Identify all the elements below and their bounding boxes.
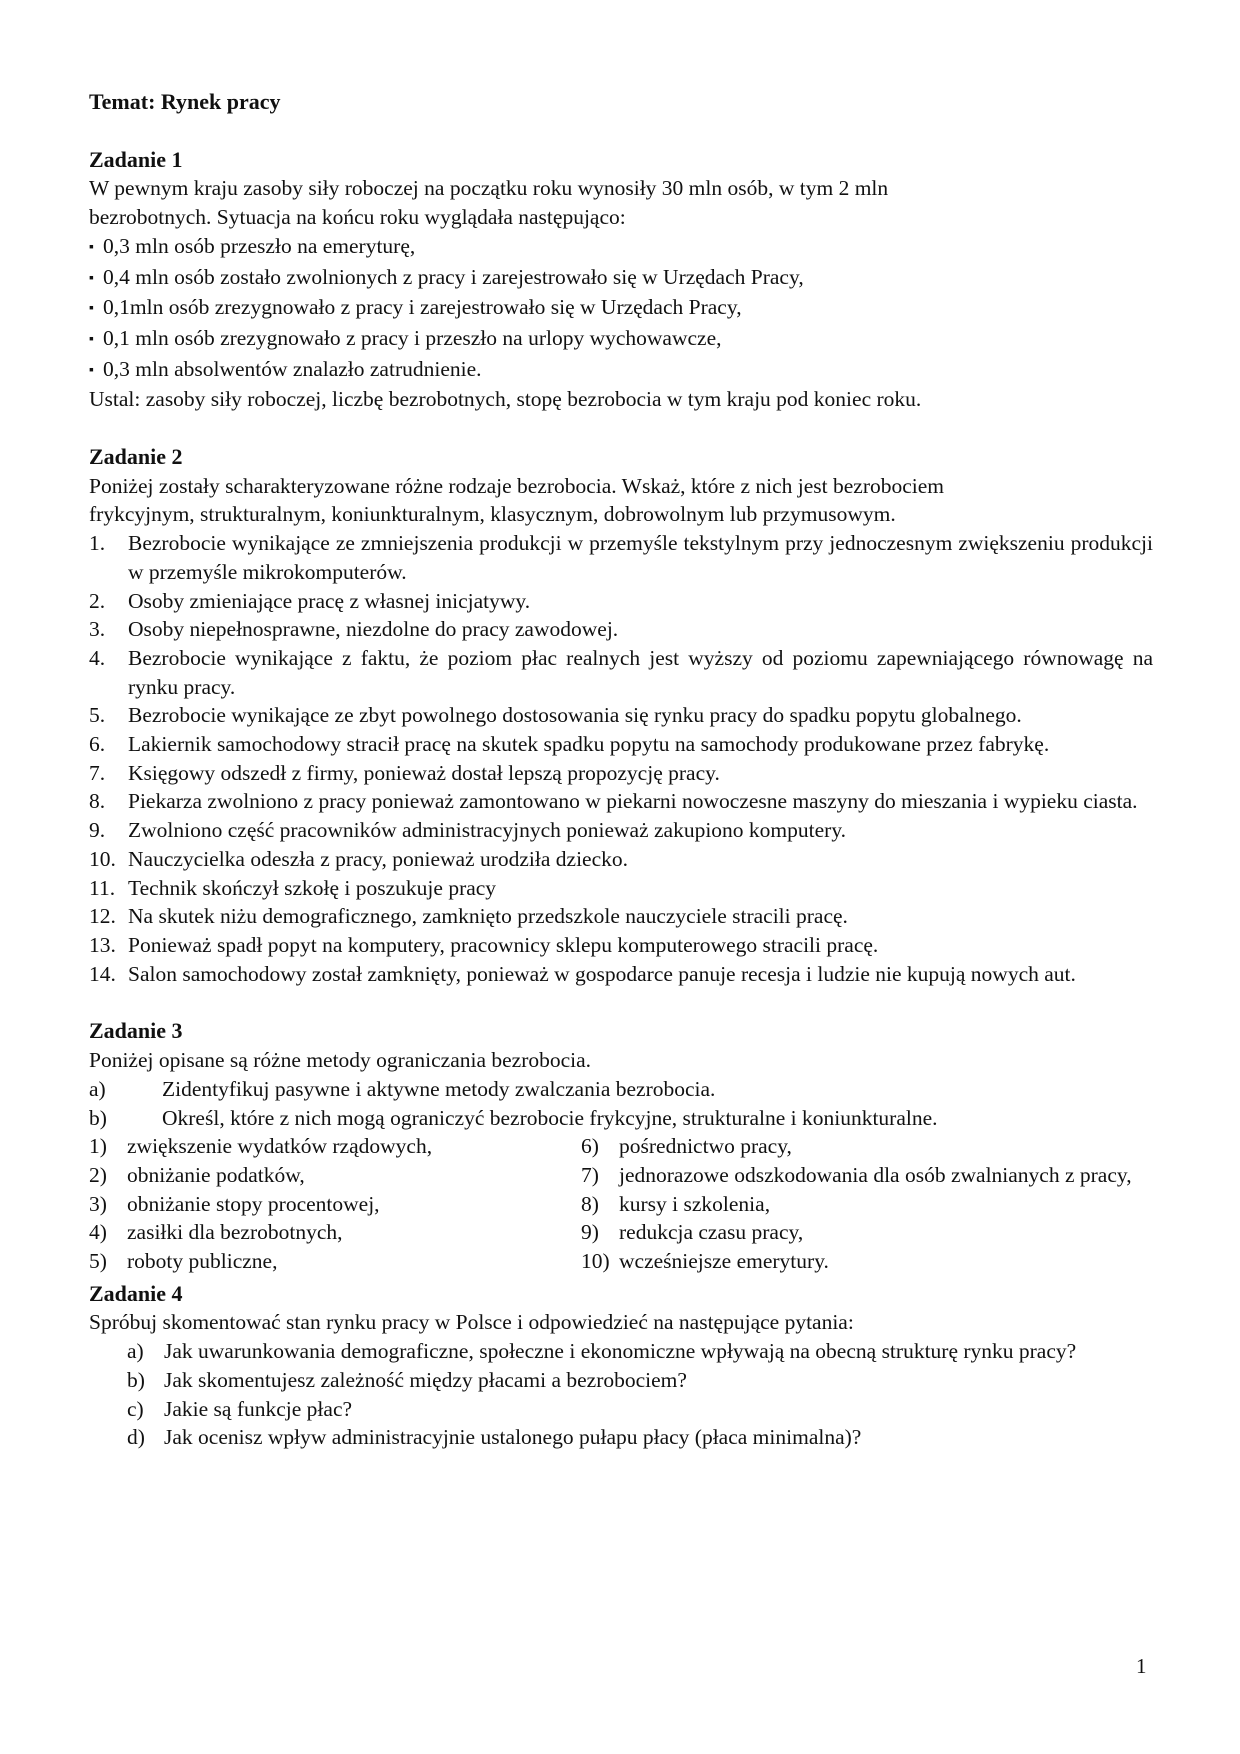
list-item: c) Jakie są funkcje płac? (127, 1396, 353, 1421)
list-item: 9) redukcja czasu pracy, (581, 1220, 804, 1245)
task-3-methods (89, 1132, 1153, 1276)
task-1-bullet: ▪ 0,1 mln osób zrezygnowało z pracy i przeszło na urlopy wychowawcze, (89, 324, 1153, 355)
list-item: 11. Technik skończył szkołę i poszukuje pracy (89, 875, 497, 900)
list-item: 3) obniżanie stopy procentowej, (89, 1191, 380, 1216)
list-item: 5) roboty publiczne, (89, 1249, 278, 1274)
list-item: 2) obniżanie podatków, (89, 1162, 305, 1187)
list-item: a) Jak uwarunkowania demograficzne, społeczne i ekonomiczne wpływają na obecną strukturę rynku pracy? (127, 1339, 1077, 1364)
task-3-intro: Poniżej opisane są różne metody ograniczania bezrobocia. (89, 1048, 592, 1073)
list-item: 13. Ponieważ spadł popyt na komputery, pracownicy sklepu komputerowego stracili pracę. (89, 932, 879, 957)
task-2-heading: Zadanie 2 (89, 444, 183, 470)
task-3-subtask: b) Określ, które z nich mogą ograniczyć bezrobocie frykcyjne, strukturalne i koniunkturalne. (89, 1105, 938, 1130)
list-item: 12. Na skutek niżu demograficznego, zamknięto przedszkole nauczyciele stracili pracę. (89, 904, 848, 929)
task-2-list (89, 529, 1153, 988)
task-1-heading: Zadanie 1 (89, 146, 183, 172)
task-2-intro-line-2: frykcyjnym, strukturalnym, koniunkturalnym, klasycznym, dobrowolnym lub przymusowym. (89, 502, 896, 527)
list-item: 1. Bezrobocie wynikające ze zmniejszenia produkcji w przemyśle tekstylnym przy jednoczesnym zwiększeniu produkcji w przemyśle mikrokomputerów. (89, 531, 1153, 584)
list-item: 1) zwiększenie wydatków rządowych, (89, 1134, 433, 1159)
list-item: 7) jednorazowe odszkodowania dla osób zwalnianych z pracy, (581, 1162, 1132, 1187)
list-item: 7. Księgowy odszedł z firmy, ponieważ dostał lepszą propozycję pracy. (89, 760, 720, 785)
page-title: Temat: Rynek pracy (89, 89, 281, 114)
list-item: 6) pośrednictwo pracy, (581, 1134, 792, 1159)
task-1-intro-line-2: bezrobotnych. Sytuacja na końcu roku wyglądała następująco: (89, 205, 626, 230)
methods-right-column (581, 1132, 1153, 1276)
square-bullet-icon: ▪ (89, 301, 94, 317)
task-1-bullet: ▪ 0,3 mln osób przeszło na emeryturę, (89, 232, 1153, 263)
task-4 (89, 1280, 1153, 1452)
methods-left-column (89, 1132, 581, 1276)
task-1-question: Ustal: zasoby siły roboczej, liczbę bezrobotnych, stopę bezrobocia w tym kraju pod koniec roku. (89, 387, 922, 412)
task-1-bullet: ▪ 0,3 mln absolwentów znalazło zatrudnienie. (89, 355, 1153, 386)
task-4-heading: Zadanie 4 (89, 1280, 183, 1306)
task-3-heading: Zadanie 3 (89, 1018, 183, 1044)
list-item: 2. Osoby zmieniające pracę z własnej inicjatywy. (89, 588, 531, 613)
task-2-intro-line-1: Poniżej zostały scharakteryzowane różne rodzaje bezrobocia. Wskaż, które z nich jest bezrobociem (89, 473, 945, 498)
list-item: 10) wcześniejsze emerytury. (581, 1249, 829, 1274)
list-item: 8) kursy i szkolenia, (581, 1191, 771, 1216)
square-bullet-icon: ▪ (89, 239, 94, 255)
list-item: b) Jak skomentujesz zależność między płacami a bezrobociem? (127, 1367, 687, 1392)
list-item: 4) zasiłki dla bezrobotnych, (89, 1220, 343, 1245)
task-1-bullet: ▪ 0,1mln osób zrezygnowało z pracy i zarejestrowało się w Urzędach Pracy, (89, 293, 1153, 324)
page-number: 1 (1136, 1654, 1147, 1678)
document-page (89, 88, 1153, 1481)
task-3-subtask: a) Zidentyfikuj pasywne i aktywne metody zwalczania bezrobocia. (89, 1076, 716, 1101)
list-item: 9. Zwolniono część pracowników administracyjnych ponieważ zakupiono komputery. (89, 818, 847, 843)
task-1-bullet: ▪ 0,4 mln osób zostało zwolnionych z pracy i zarejestrowało się w Urzędach Pracy, (89, 263, 1153, 294)
list-item: 4. Bezrobocie wynikające z faktu, że poziom płac realnych jest wyższy od poziomu zapewniającego równowagę na rynku pracy. (89, 645, 1153, 699)
list-item: 6. Lakiernik samochodowy stracił pracę na skutek spadku popytu na samochody produkowane przez fabrykę. (89, 732, 1050, 757)
task-1-intro-line-1: W pewnym kraju zasoby siły roboczej na początku roku wynosiły 30 mln osób, w tym 2 mln (89, 176, 889, 201)
task-1 (89, 146, 1153, 414)
square-bullet-icon: ▪ (89, 362, 94, 378)
task-3 (89, 1017, 1153, 1275)
square-bullet-icon: ▪ (89, 331, 94, 347)
list-item: d) Jak ocenisz wpływ administracyjnie ustalonego pułapu płacy (płaca minimalna)? (127, 1425, 862, 1450)
list-item: 14. Salon samochodowy został zamknięty, ponieważ w gospodarce panuje recesja i ludzie nie kupują nowych aut. (89, 961, 1076, 986)
list-item: 8. Piekarza zwolniono z pracy ponieważ zamontowano w piekarni nowoczesne maszyny do mieszania i wypieku ciasta. (89, 789, 1138, 814)
list-item: 10. Nauczycielka odeszła z pracy, ponieważ urodziła dziecko. (89, 846, 629, 871)
task-4-intro: Spróbuj skomentować stan rynku pracy w Polsce i odpowiedzieć na następujące pytania: (89, 1310, 854, 1335)
list-item: 3. Osoby niepełnosprawne, niezdolne do pracy zawodowej. (89, 617, 619, 642)
list-item: 5. Bezrobocie wynikające ze zbyt powolnego dostosowania się rynku pracy do spadku popytu globalnego. (89, 703, 1022, 728)
square-bullet-icon: ▪ (89, 270, 94, 286)
task-2 (89, 443, 1153, 988)
